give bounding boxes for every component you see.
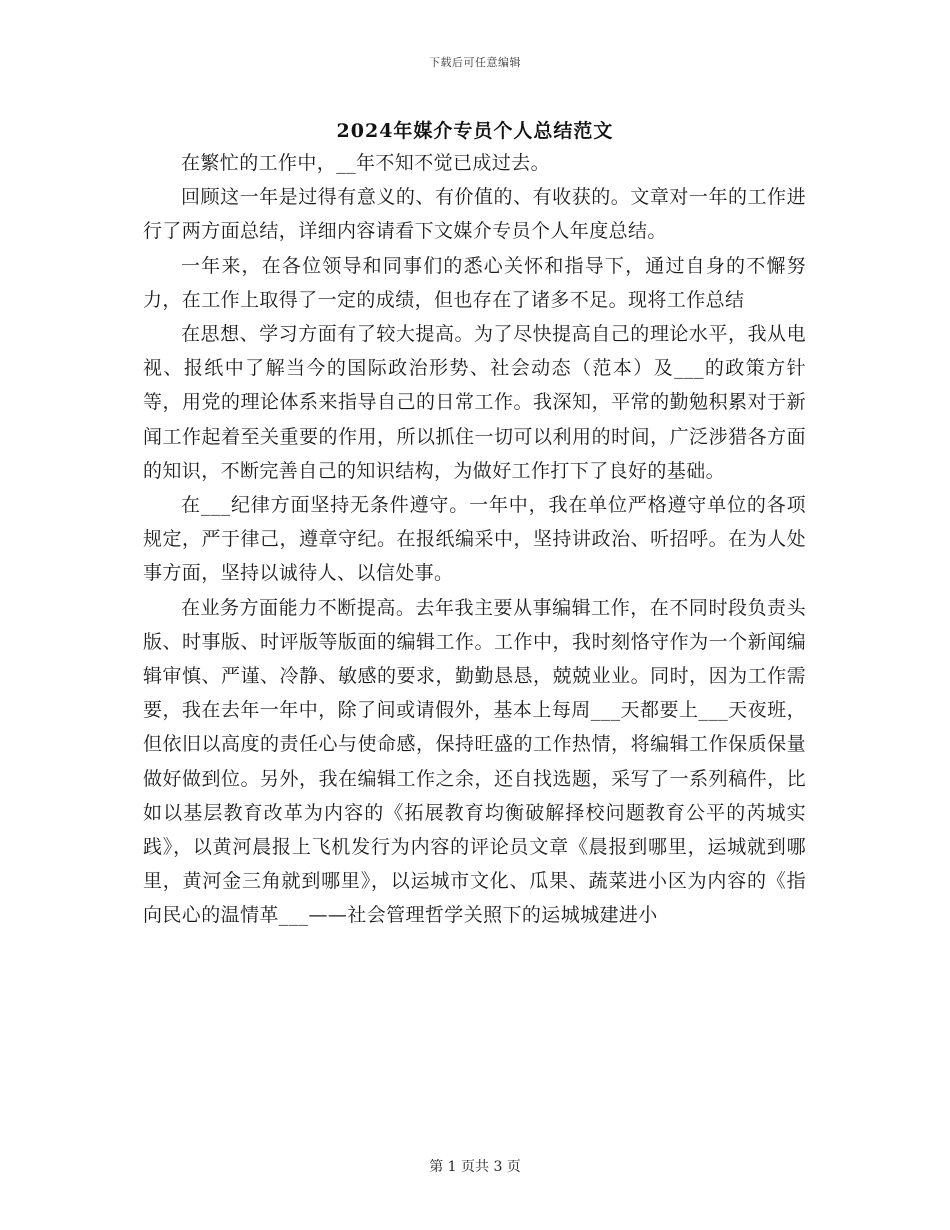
paragraph-ideology-study: 在思想、学习方面有了较大提高。为了尽快提高自己的理论水平，我从电视、报纸中了解当今的国际政治形势、社会动态（范本）及___的政策方针等，用党的理论体系来指导自己的日常工作。我深知，平常的勤勉积累对于新闻工作起着至关重要的作用，所以抓住一切可以利用的时间，广泛涉猎各方面的知识，不断完善自己的知识结构，为做好工作打下了良好的基础。 [143, 323, 806, 482]
paragraph-discipline: 在___纪律方面坚持无条件遵守。一年中，我在单位严格遵守单位的各项规定，严于律己，遵章守纪。在报纸编采中，坚持讲政治、听招呼。在为人处事方面，坚持以诚待人、以信处事。 [143, 494, 806, 585]
paragraph-business: 在业务方面能力不断提高。去年我主要从事编辑工作，在不同时段负责头版、时事版、时评版等版面的编辑工作。工作中，我时刻恪守作为一个新闻编辑审慎、严谨、冷静、敏感的要求，勤勤恳恳，兢兢业业。同时，因为工作需要，我在去年一年中，除了间或请假外，基本上每周___天都要上___天夜班，但依旧以高度的责任心与使命感，保持旺盛的工作热情，将编辑工作保质保量做好做到位。另外，我在编辑工作之余，还自找选题，采写了一系列稿件，比如以基层教育改革为内容的《拓展教育均衡破解择校问题教育公平的芮城实践》，以黄河晨报上飞机发行为内容的评论员文章《晨报到哪里，运城就到哪里，黄河金三角就到哪里》，以运城市文化、瓜果、蔬菜进小区为内容的《指向民心的温情革___——社会管理哲学关照下的运城城建进小 [143, 596, 806, 927]
page-indicator: 第 1 页共 3 页 [429, 1159, 521, 1175]
paragraph-intro: 在繁忙的工作中，__年不知不觉已成过去。 [181, 152, 551, 174]
paragraph-review: 回顾这一年是过得有意义的、有价值的、有收获的。文章对一年的工作进行了两方面总结，详细内容请看下文媒介专员个人年度总结。 [143, 186, 806, 243]
paragraph-overview: 一年来，在各位领导和同事们的悉心关怀和指导下，通过自身的不懈努力，在工作上取得了一定的成绩，但也存在了诸多不足。现将工作总结 [143, 254, 806, 311]
document-title: 2024年媒介专员个人总结范文 [336, 120, 614, 142]
document-body [143, 146, 806, 933]
header-note: 下载后可任意编辑 [429, 56, 521, 69]
